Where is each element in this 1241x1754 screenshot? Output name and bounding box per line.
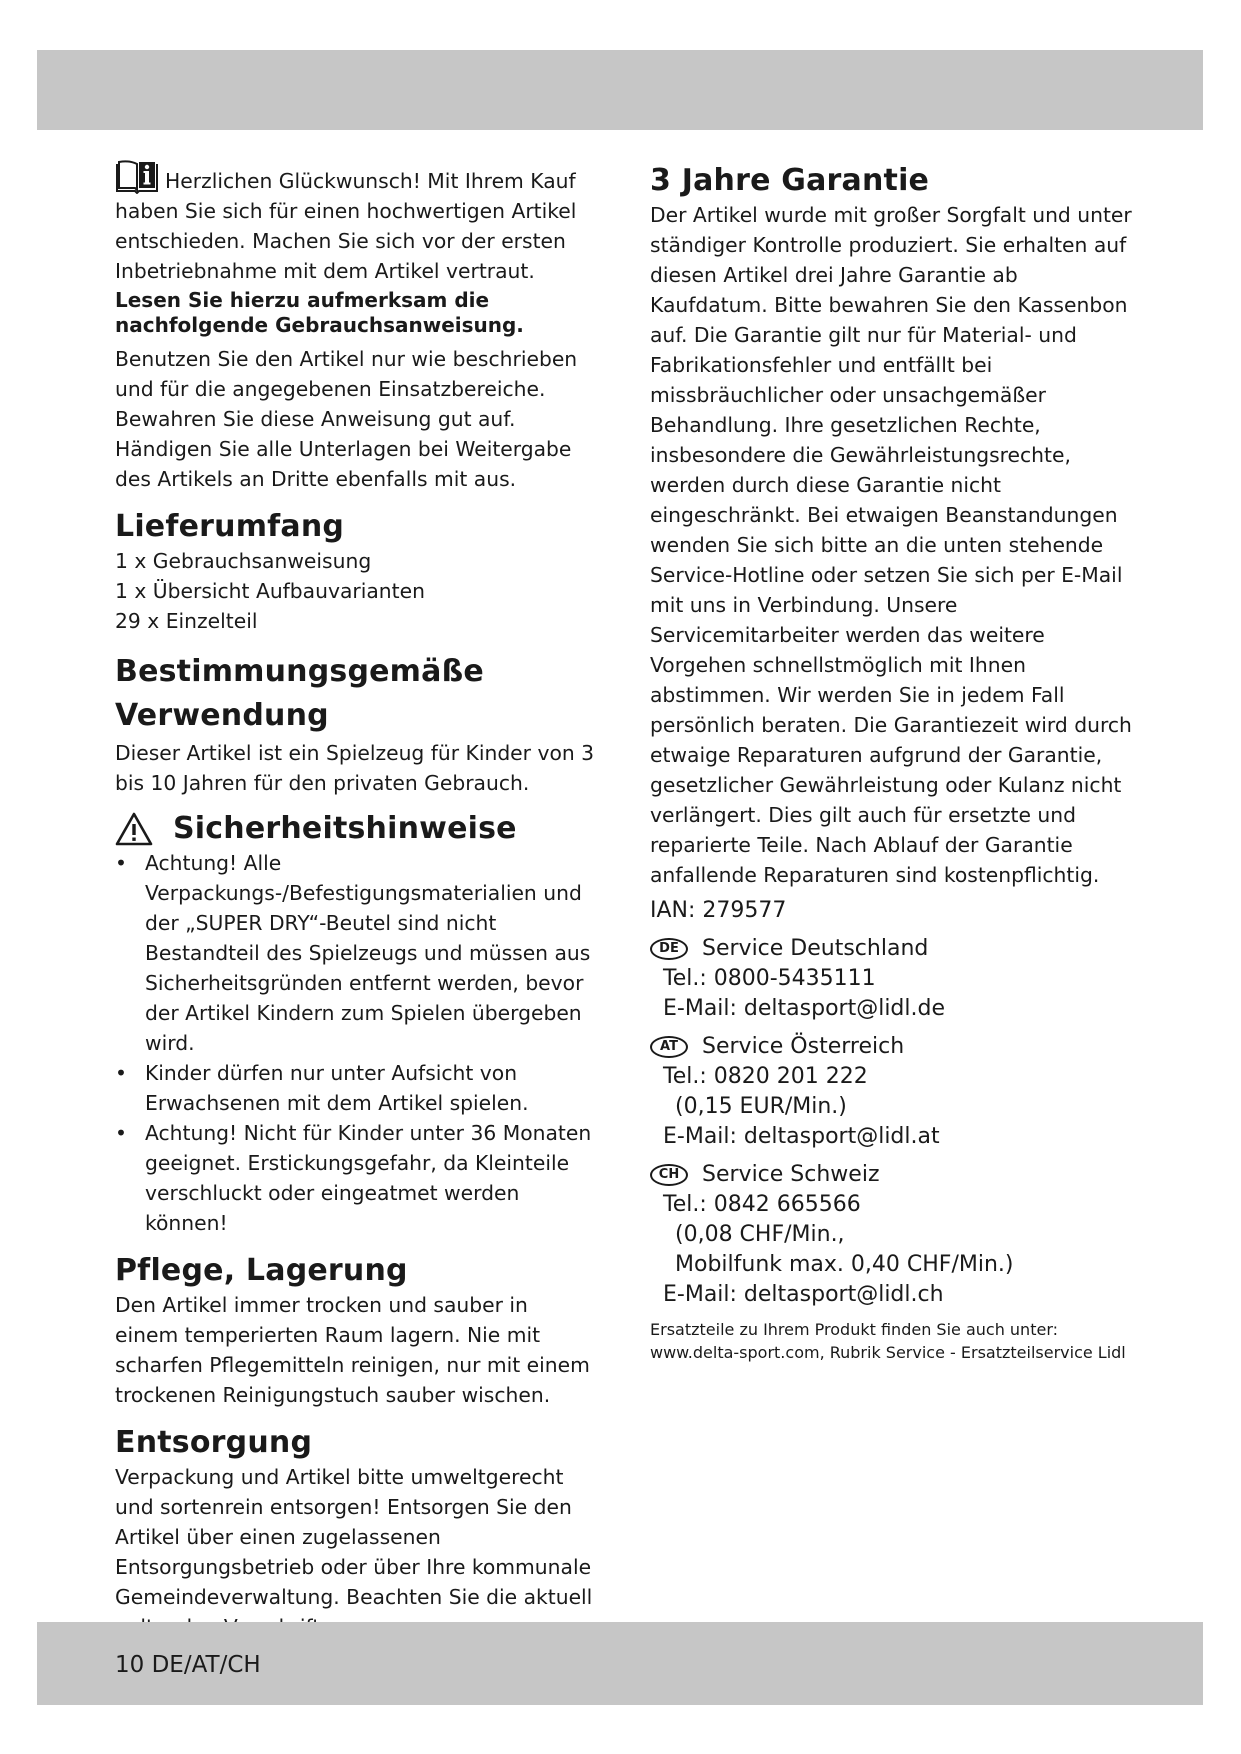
ersatzteile-line: Ersatzteile zu Ihrem Produkt finden Sie auch unter: [650, 1320, 1058, 1339]
intro-paragraph [115, 160, 595, 286]
service-rate: Mobilfunk max. 0,40 CHF/Min.) [675, 1252, 1014, 1277]
intro-bold: Lesen Sie hierzu aufmerksam die nachfolgende Gebrauchsanweisung. [115, 288, 524, 337]
bestimmung-heading: Bestimmungsgemäße Verwendung [115, 654, 484, 733]
service-name: Service Österreich [702, 1034, 905, 1059]
service-de [650, 934, 1140, 1024]
warning-triangle-icon [115, 812, 153, 846]
service-tel: Tel.: 0842 665566 [663, 1192, 861, 1217]
garantie-text: Der Artikel wurde mit großer Sorgfalt und unter ständiger Kontrolle produziert. Sie erhalten auf diesen Artikel drei Jahre Garantie ab Kaufdatum. Bitte bewahren Sie den Kassenbon auf. Die Garantie gilt nur für Material- und Fabrikationsfehler und entfällt bei missbräuchlicher oder unsachgemäßer Behandlung. Ihre gesetzlichen Rechte, insbesondere die Gewährleistungsrechte, werden durch diese Garantie nicht eingeschränkt. Bei etwaigen Beanstandungen wenden Sie sich bitte an die unten stehende Service-Hotline oder setzen Sie sich per E-Mail mit uns in Verbindung. Unsere Servicemitarbeiter werden das weitere Vorgehen schnellstmöglich mit Ihnen abstimmen. Wir werden Sie in jedem Fall persönlich beraten. Die Garantiezeit wird durch etwaige Reparaturen aufgrund der Garantie, gesetzlicher Gewährleistung oder Kulanz nicht verlängert. Dies gilt auch für ersetzte und reparierte Teile. Nach Ablauf der Garantie anfallende Reparaturen sind kostenpflichtig. [650, 203, 1132, 887]
page-number: 10 DE/AT/CH [115, 1652, 261, 1678]
bestimmung-text: Dieser Artikel ist ein Spielzeug für Kinder von 3 bis 10 Jahren für den privaten Gebrauch. [115, 741, 595, 795]
sicherheit-heading: Sicherheitshinweise [173, 811, 517, 846]
right-column [650, 162, 1140, 1364]
header-band [37, 50, 1203, 130]
service-ch [650, 1160, 1140, 1310]
lieferumfang-heading: Lieferumfang [115, 509, 345, 544]
service-rate: (0,08 CHF/Min., [675, 1222, 845, 1247]
service-at [650, 1032, 1140, 1152]
pflege-text: Den Artikel immer trocken und sauber in einem temperierten Raum lagern. Nie mit scharfen Pflegemitteln reinigen, nur mit einem trockenen Reinigungstuch sauber wischen. [115, 1293, 590, 1407]
intro-text: Herzlichen Glückwunsch! Mit Ihrem Kauf haben Sie sich für einen hochwertigen Artikel entschieden. Machen Sie sich vor der ersten Inbetriebnahme mit dem Artikel vertraut. [115, 169, 577, 283]
service-email[interactable]: E-Mail: deltasport@lidl.at [663, 1124, 940, 1149]
entsorgung-heading: Entsorgung [115, 1425, 313, 1460]
service-rate: (0,15 EUR/Min.) [675, 1094, 847, 1119]
service-email[interactable]: E-Mail: deltasport@lidl.ch [663, 1282, 944, 1307]
service-name: Service Deutschland [702, 936, 929, 961]
info-book-icon [115, 160, 159, 194]
service-name: Service Schweiz [702, 1162, 880, 1187]
service-tel: Tel.: 0820 201 222 [663, 1064, 868, 1089]
service-email[interactable]: E-Mail: deltasport@lidl.de [663, 996, 946, 1021]
left-column [115, 160, 595, 1642]
list-item: 1 x Gebrauchsanweisung [115, 549, 372, 573]
ersatzteile-note [650, 1318, 1140, 1364]
ch-badge-icon: CH [650, 1164, 688, 1186]
pflege-heading: Pflege, Lagerung [115, 1253, 408, 1288]
service-tel: Tel.: 0800-5435111 [663, 966, 876, 991]
intro-rest: Benutzen Sie den Artikel nur wie beschrieben und für die angegebenen Einsatzbereiche. Bewahren Sie diese Anweisung gut auf. Händigen Sie alle Unterlagen bei Weitergabe des Artikels an Dritte ebenfalls mit aus. [115, 347, 578, 491]
list-item: • Achtung! Nicht für Kinder unter 36 Monaten geeignet. Erstickungsgefahr, da Kleinteile verschluckt oder eingeatmet werden können! [115, 1121, 592, 1235]
sicherheit-list [115, 848, 595, 1238]
ian-number: IAN: 279577 [650, 898, 787, 923]
de-badge-icon: DE [650, 938, 688, 960]
list-item: • Kinder dürfen nur unter Aufsicht von Erwachsenen mit dem Artikel spielen. [115, 1061, 529, 1115]
footer-band [37, 1622, 1203, 1705]
lieferumfang-list [115, 546, 595, 636]
list-item: • Achtung! Alle Verpackungs-/Befestigungsmaterialien und der „SUPER DRY“-Beutel sind nicht Bestandteil des Spielzeugs und müssen aus Sicherheitsgründen entfernt werden, bevor der Artikel Kindern zum Spielen übergeben wird. [115, 851, 591, 1055]
list-item: 1 x Übersicht Aufbauvarianten [115, 579, 425, 603]
list-item: 29 x Einzelteil [115, 609, 258, 633]
garantie-heading: 3 Jahre Garantie [650, 163, 930, 198]
ersatzteile-link[interactable]: www.delta-sport.com, Rubrik Service - Ersatzteilservice Lidl [650, 1343, 1126, 1362]
sicherheit-heading-row [115, 810, 595, 848]
entsorgung-text: Verpackung und Artikel bitte umweltgerecht und sortenrein entsorgen! Entsorgen Sie den Artikel über einen zugelassenen Entsorgungsbetrieb oder über Ihre kommunale Gemeindeverwaltung. Beachten Sie die aktuell [115, 1465, 593, 1609]
at-badge-icon: AT [650, 1036, 688, 1058]
